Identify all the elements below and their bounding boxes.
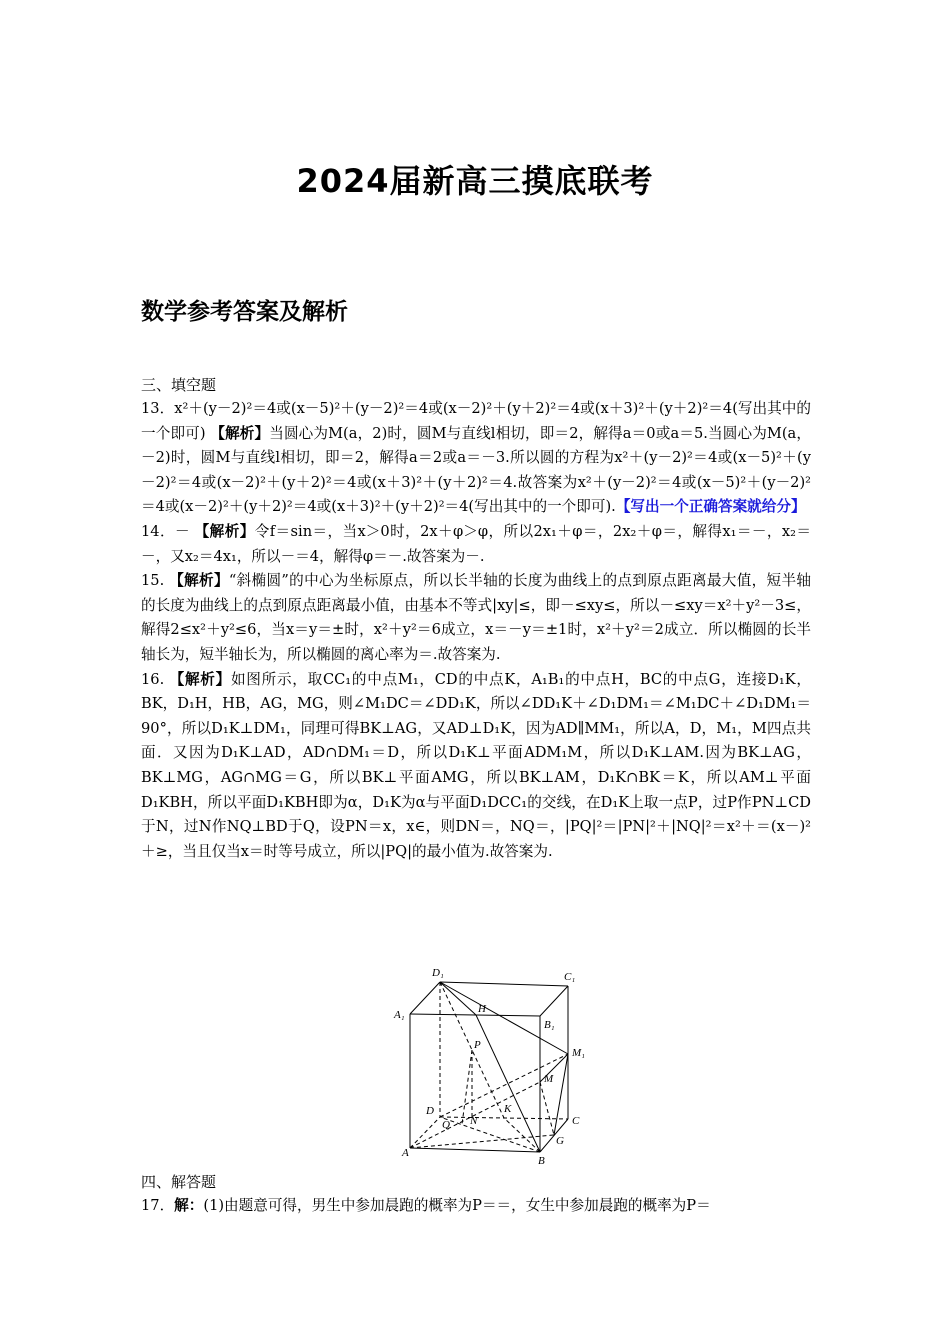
edge-m-g bbox=[540, 1082, 554, 1135]
label-m: M bbox=[544, 1073, 554, 1085]
label-a: A bbox=[402, 1147, 409, 1159]
section-answer-heading: 四、解答题 bbox=[141, 1173, 217, 1191]
q13-number: 13． bbox=[141, 400, 175, 417]
question-13 bbox=[141, 397, 811, 520]
q16-analysis-tag: 【解析】 bbox=[169, 670, 231, 688]
question-15 bbox=[141, 569, 811, 667]
label-b1: B₁ bbox=[544, 1019, 555, 1031]
edge-d1-c1 bbox=[440, 982, 568, 986]
q13-grading-note: 【写出一个正确答案就给分】 bbox=[615, 498, 806, 516]
q14-number: 14． bbox=[141, 522, 175, 540]
q17-number: 17． bbox=[141, 1197, 175, 1214]
edge-a-d bbox=[410, 1117, 440, 1148]
edge-a-b bbox=[410, 1148, 540, 1152]
section-fill-in-heading: 三、填空题 bbox=[141, 376, 217, 394]
label-g: G bbox=[556, 1135, 564, 1147]
label-q: Q bbox=[442, 1119, 450, 1131]
q14-answer: － bbox=[175, 522, 190, 540]
q15-analysis: “斜椭圆”的中心为坐标原点，所以长半轴的长度为曲线上的点到原点距离最大值，短半轴的长度为曲线上的点到原点距离最小值，由基本不等式|xy|≤，即－≤xy≤，所以－≤xy＝x²＋y²－3≤，解得2≤x²＋y²≤6，当x＝y＝±时，x²＋y²＝6成立，x＝－y＝±1时，x²＋y²＝2成立．所以椭圆的长半轴长为，短半轴长为，所以椭圆的离心率为＝.故答案为. bbox=[141, 572, 811, 663]
question-14 bbox=[141, 520, 811, 569]
edge-a1-d1 bbox=[410, 982, 440, 1014]
q17-solution: (1)由题意可得，男生中参加晨跑的概率为P＝＝，女生中参加晨跑的概率为P＝ bbox=[203, 1197, 711, 1214]
q16-analysis: 如图所示，取CC₁的中点M₁，CD的中点K，A₁B₁的中点H，BC的中点G，连接D₁K，BK，D₁H，HB，AG，MG，则∠M₁DC＝∠DD₁K，所以∠DD₁K＋∠D₁DM₁＝∠M₁DC＋∠D₁DM₁＝90°，所以D₁K⊥DM₁，同理可得BK⊥AG，又AD⊥D₁K，因为AD∥MM₁，所以A，D，M₁，M四点共面．又因为D₁K⊥AD，AD∩DM₁＝D，所以D₁K⊥平面ADM₁M，所以D₁K⊥AM.因为BK⊥AG，BK⊥MG，AG∩MG＝G，所以BK⊥平面AMG，所以BK⊥AM，D₁K∩BK＝K，所以AM⊥平面D₁KBH，所以平面D₁KBH即为α，D₁K为α与平面D₁DCC₁的交线，在D₁K上取一点P，过P作PN⊥CD于N，过N作NQ⊥BD于Q，设PN＝x，x∈，则DN＝，NQ＝，|PQ|²＝|PN|²＋|NQ|²＝x²＋＝(x－)²＋≥，当且仅当x＝时等号成立，所以|PQ|的最小值为.故答案为. bbox=[141, 670, 811, 860]
page-title: 2024届新高三摸底联考 bbox=[296, 162, 654, 200]
q13-analysis: 当圆心为M(a，2)时，圆M与直线l相切，即＝2，解得a＝0或a＝5.当圆心为M(a，－2)时，圆M与直线l相切，即＝2，解得a＝2或a＝－3.所以圆的方程为x²＋(y－2)²＝4或(x－5)²＋(y－2)²＝4或(x－2)²＋(y＋2)²＝4或(x＋3)²＋(y＋2)²＝4.故答案为x²＋(y－2)²＝4或(x－5)²＋(y－2)²＝4或(x－2)²＋(y＋2)²＝4或(x＋3)²＋(y＋2)²＝4(写出其中的一个即可). bbox=[141, 424, 811, 516]
edge-b1-c1 bbox=[540, 986, 568, 1016]
label-n: N bbox=[470, 1115, 478, 1127]
edge-b-k bbox=[504, 1118, 540, 1152]
cube-figure bbox=[380, 962, 610, 1167]
q15-number: 15. bbox=[141, 572, 165, 590]
edge-b-d bbox=[440, 1117, 540, 1152]
label-h: H bbox=[478, 1003, 486, 1015]
label-m1: M₁ bbox=[572, 1047, 585, 1059]
edge-d1-m1 bbox=[440, 982, 568, 1054]
q13-answer: x²＋(y－2)²＝4或(x－5)²＋(y－2)²＝4或(x－2)²＋(y＋2)²＝4或(x＋3)²＋(y＋2)²＝4(写出其中的一个即可) bbox=[141, 400, 811, 442]
q17-solution-tag: 解： bbox=[174, 1197, 204, 1214]
label-p: P bbox=[474, 1039, 481, 1051]
edge-h-b bbox=[476, 1015, 540, 1152]
label-c1: C₁ bbox=[564, 971, 576, 983]
edge-p-q bbox=[462, 1050, 472, 1124]
q14-analysis: 令f＝sin＝，当x＞0时，2x＋φ＞φ，所以2x₁＋φ＝，2x₂＋φ＝，解得x₁＝－，x₂＝－，又x₂＝4x₁，所以－＝4，解得φ＝－.故答案为－. bbox=[141, 522, 811, 565]
label-d: D bbox=[426, 1105, 434, 1117]
q13-analysis-tag: 【解析】 bbox=[210, 424, 270, 442]
label-a1: A₁ bbox=[394, 1009, 405, 1021]
q14-analysis-tag: 【解析】 bbox=[194, 522, 255, 540]
label-k: K bbox=[504, 1103, 512, 1115]
q16-number: 16. bbox=[141, 670, 165, 688]
q15-analysis-tag: 【解析】 bbox=[169, 572, 229, 590]
label-b: B bbox=[538, 1155, 545, 1167]
solutions-block bbox=[141, 397, 811, 864]
label-d1: D₁ bbox=[432, 967, 444, 979]
page-subtitle: 数学参考答案及解析 bbox=[141, 299, 348, 325]
edge-d1-h bbox=[440, 982, 476, 1015]
question-17 bbox=[141, 1194, 811, 1219]
question-16 bbox=[141, 668, 811, 865]
label-c: C bbox=[572, 1115, 580, 1127]
